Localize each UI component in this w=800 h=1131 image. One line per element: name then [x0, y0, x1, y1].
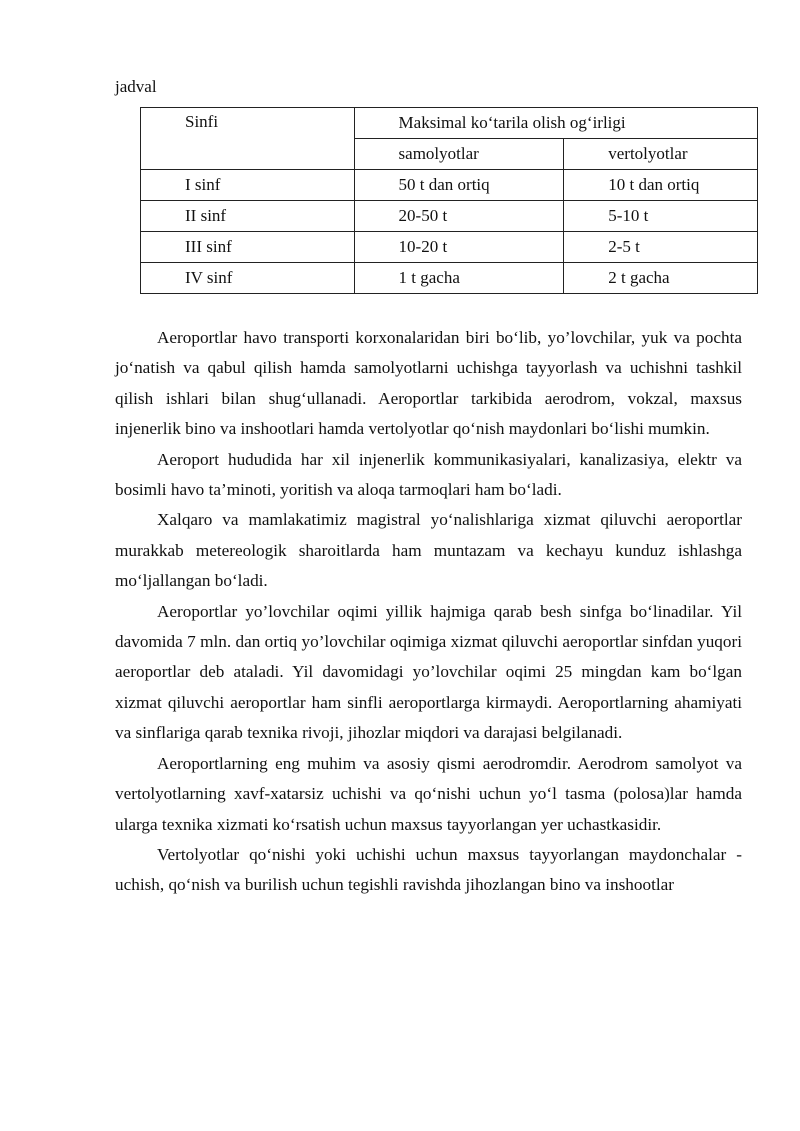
table-row — [141, 201, 758, 232]
cell-planes: 20-50 t — [354, 201, 564, 232]
header-max-lift-weight: Maksimal ko‘tarila olish og‘irligi — [354, 108, 757, 139]
header-class: Sinfi — [141, 108, 355, 170]
cell-helicopters: 5-10 t — [564, 201, 758, 232]
cell-class: III sinf — [141, 232, 355, 263]
paragraph: Aeroportlar yo’lovchilar oqimi yillik hajmiga qarab besh sinfga bo‘linadilar. Yil davomida 7 mln. dan ortiq yo’lovchilar oqimiga xizmat qiluvchi aeroportlar sinfdan yuqori aeroportlar deb ataladi. Yil davomidagi yo’lovchilar oqimi 25 mingdan kam bo‘lgan xizmat qiluvchi aeroportlar ham sinfli aeroportlarga kirmaydi. Aeroportlarning ahamiyati va sinflariga qarab texnika rivoji, jihozlar miqdori va darajasi belgilanadi. — [115, 601, 742, 743]
cell-planes: 1 t gacha — [354, 263, 564, 294]
cell-helicopters: 2 t gacha — [564, 263, 758, 294]
header-helicopters: vertolyotlar — [564, 139, 758, 170]
header-planes: samolyotlar — [354, 139, 564, 170]
paragraph: Aeroportlarning eng muhim va asosiy qismi aerodromdir. Aerodrom samolyot va vertolyotlarning xavf-xatarsiz uchishi va qo‘nishi uchun yo‘l tasma (polosa)lar hamda ularga texnika xizmati ko‘rsatish uchun maxsus tayyorlangan yer uchastkasidir. — [115, 753, 742, 834]
aircraft-class-table — [140, 107, 758, 294]
cell-class: II sinf — [141, 201, 355, 232]
cell-class: IV sinf — [141, 263, 355, 294]
cell-planes: 10-20 t — [354, 232, 564, 263]
paragraph: Vertolyotlar qo‘nishi yoki uchishi uchun maxsus tayyorlangan maydonchalar - uchish, qo‘nish va burilish uchun tegishli ravishda jihozlangan bino va inshootlar — [115, 844, 742, 895]
cell-helicopters: 10 t dan ortiq — [564, 170, 758, 201]
cell-class: I sinf — [141, 170, 355, 201]
table-row — [141, 263, 758, 294]
paragraph: Aeroportlar havo transporti korxonalaridan biri bo‘lib, yo’lovchilar, yuk va pochta jo‘natish va qabul qilish hamda samolyotlarni uchishga tayyorlash va uchishni tashkil qilish ishlari bilan shug‘ullanadi. Aeroportlar tarkibida aerodrom, vokzal, maxsus injenerlik bino va inshootlari hamda vertolyotlar qo‘nish maydonlari bo‘lishi mumkin. — [115, 328, 742, 439]
paragraph: Xalqaro va mamlakatimiz magistral yo‘nalishlariga xizmat qiluvchi aeroportlar murakkab metereologik sharoitlarda ham muntazam va kechayu kunduz ishlashga mo‘ljallangan bo‘ladi. — [115, 510, 742, 591]
table-header-row — [141, 108, 758, 139]
table-row — [141, 232, 758, 263]
table-caption: jadval — [115, 77, 157, 96]
paragraph: Aeroport hududida har xil injenerlik kommunikasiyalari, kanalizasiya, elektr va bosimli havo ta’minoti, yoritish va aloqa tarmoqlari ham bo‘ladi. — [115, 449, 742, 500]
cell-planes: 50 t dan ortiq — [354, 170, 564, 201]
table-row — [141, 170, 758, 201]
body-text — [115, 323, 742, 901]
cell-helicopters: 2-5 t — [564, 232, 758, 263]
